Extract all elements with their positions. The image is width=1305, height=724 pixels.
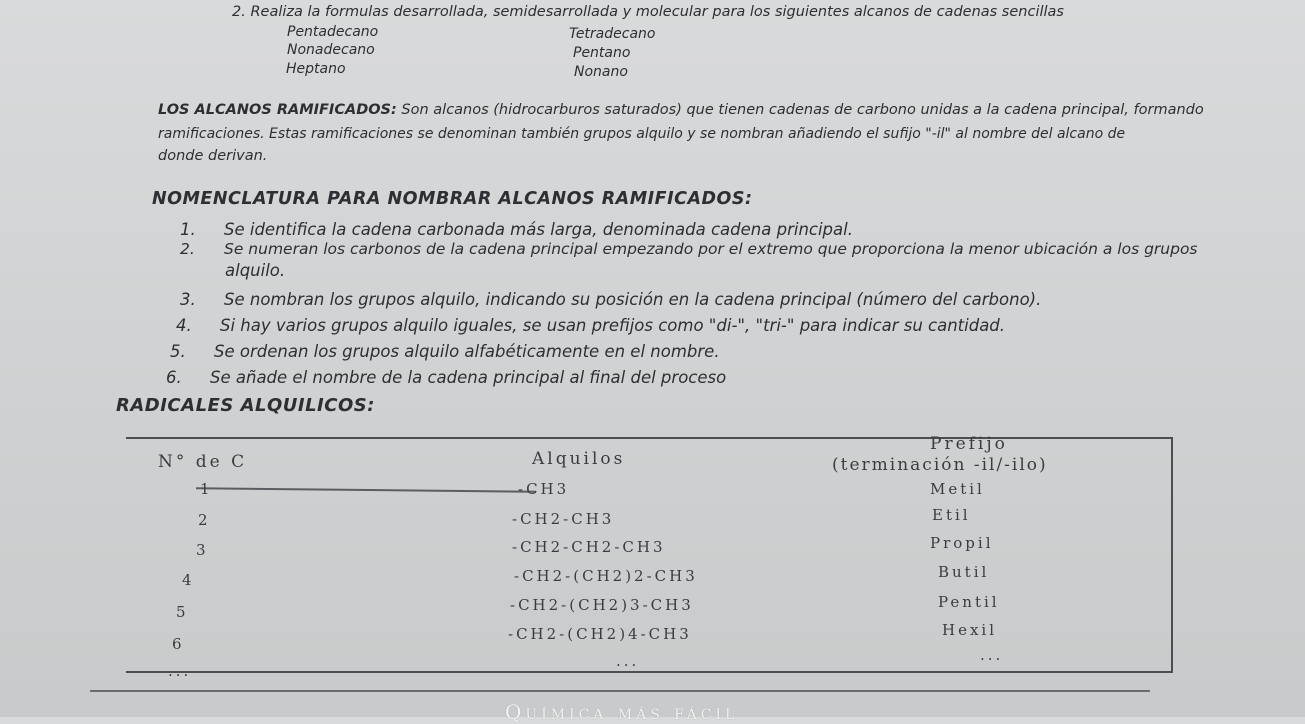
column-header-alkyls: Alquilos — [532, 449, 626, 469]
column-header-prefix: Prefijo — [930, 434, 1008, 454]
footer-brand: Química más fácil — [505, 700, 739, 724]
definition-line-2: ramificaciones. Estas ramificaciones se denominan también grupos alquilo y se nombran añadiendo el sufijo "-il" al nombre del alcano de — [158, 126, 1126, 142]
table-row-alkyl: -CH2-CH2-CH3 — [512, 538, 666, 556]
rule-item: 4. Si hay varios grupos alquilo iguales, se usan prefijos como "di-", "tri-" para indicar su cantidad. — [176, 316, 1006, 335]
table-row-prefix: Hexil — [942, 621, 998, 639]
definition-line-1: LOS ALCANOS RAMIFICADOS: Son alcanos (hidrocarburos saturados) que tienen cadenas de carbono unidas a la cadena principal, formando — [158, 102, 1204, 118]
table-row-carbons: 2 — [198, 511, 211, 529]
table-row-prefix: Propil — [930, 534, 994, 552]
alkane-item: Heptano — [286, 61, 346, 77]
rule-item: 5. Se ordenan los grupos alquilo alfabéticamente en el nombre. — [170, 342, 720, 361]
column-header-suffix: (terminación -il/-ilo) — [832, 455, 1048, 475]
nomenclature-heading: NOMENCLATURA PARA NOMBRAR ALCANOS RAMIFICADOS: — [152, 189, 753, 209]
ellipsis-alkyl: ... — [616, 652, 640, 670]
rule-item: 1. Se identifica la cadena carbonada más larga, denominada cadena principal. — [180, 220, 853, 239]
table-row-alkyl: -CH2-(CH2)2-CH3 — [514, 567, 698, 585]
ellipsis-prefix: ... — [980, 646, 1004, 664]
rule-item: 2. Se numeran los carbonos de la cadena principal empezando por el extremo que proporciona la menor ubicación a los grupos — [180, 240, 1198, 258]
rule-item: 6. Se añade el nombre de la cadena principal al final del proceso — [166, 368, 727, 387]
alkane-item: Pentadecano — [287, 24, 379, 40]
table-row-alkyl: -CH2-(CH2)4-CH3 — [508, 625, 692, 643]
table-row-alkyl: -CH2-(CH2)3-CH3 — [510, 596, 694, 614]
alkane-item: Pentano — [573, 45, 631, 61]
rule-item-continuation: alquilo. — [225, 261, 286, 280]
page-rule — [90, 690, 1150, 692]
alkane-item: Nonano — [574, 64, 628, 80]
table-row-prefix: Etil — [932, 506, 971, 524]
rule-item: 3. Se nombran los grupos alquilo, indicando su posición en la cadena principal (número del carbono). — [180, 290, 1042, 309]
table-row-alkyl: -CH2-CH3 — [512, 510, 615, 528]
definition-term: LOS ALCANOS RAMIFICADOS: — [158, 102, 397, 118]
table-row-alkyl: -CH3 — [518, 480, 570, 498]
definition-line-3: donde derivan. — [158, 148, 268, 164]
table-row-prefix: Pentil — [938, 593, 1000, 611]
table-row-carbons: 5 — [176, 603, 189, 621]
table-row-prefix: Butil — [938, 563, 990, 581]
table-row-carbons: 6 — [172, 635, 185, 653]
radicals-heading: RADICALES ALQUILICOS: — [116, 395, 375, 416]
alkane-item: Tetradecano — [569, 26, 656, 42]
table-row-carbons: 3 — [196, 541, 209, 559]
table-row-carbons: 1 — [200, 480, 213, 498]
table-row-carbons: 4 — [182, 571, 195, 589]
alkane-item: Nonadecano — [287, 42, 375, 58]
column-header-carbons: N° de C — [158, 452, 248, 472]
table-row-prefix: Metil — [930, 480, 985, 498]
ellipsis-carbons: ... — [168, 662, 192, 680]
exercise-instruction: 2. Realiza la formulas desarrollada, semidesarrollada y molecular para los siguientes alcanos de cadenas sencillas — [232, 4, 1064, 20]
